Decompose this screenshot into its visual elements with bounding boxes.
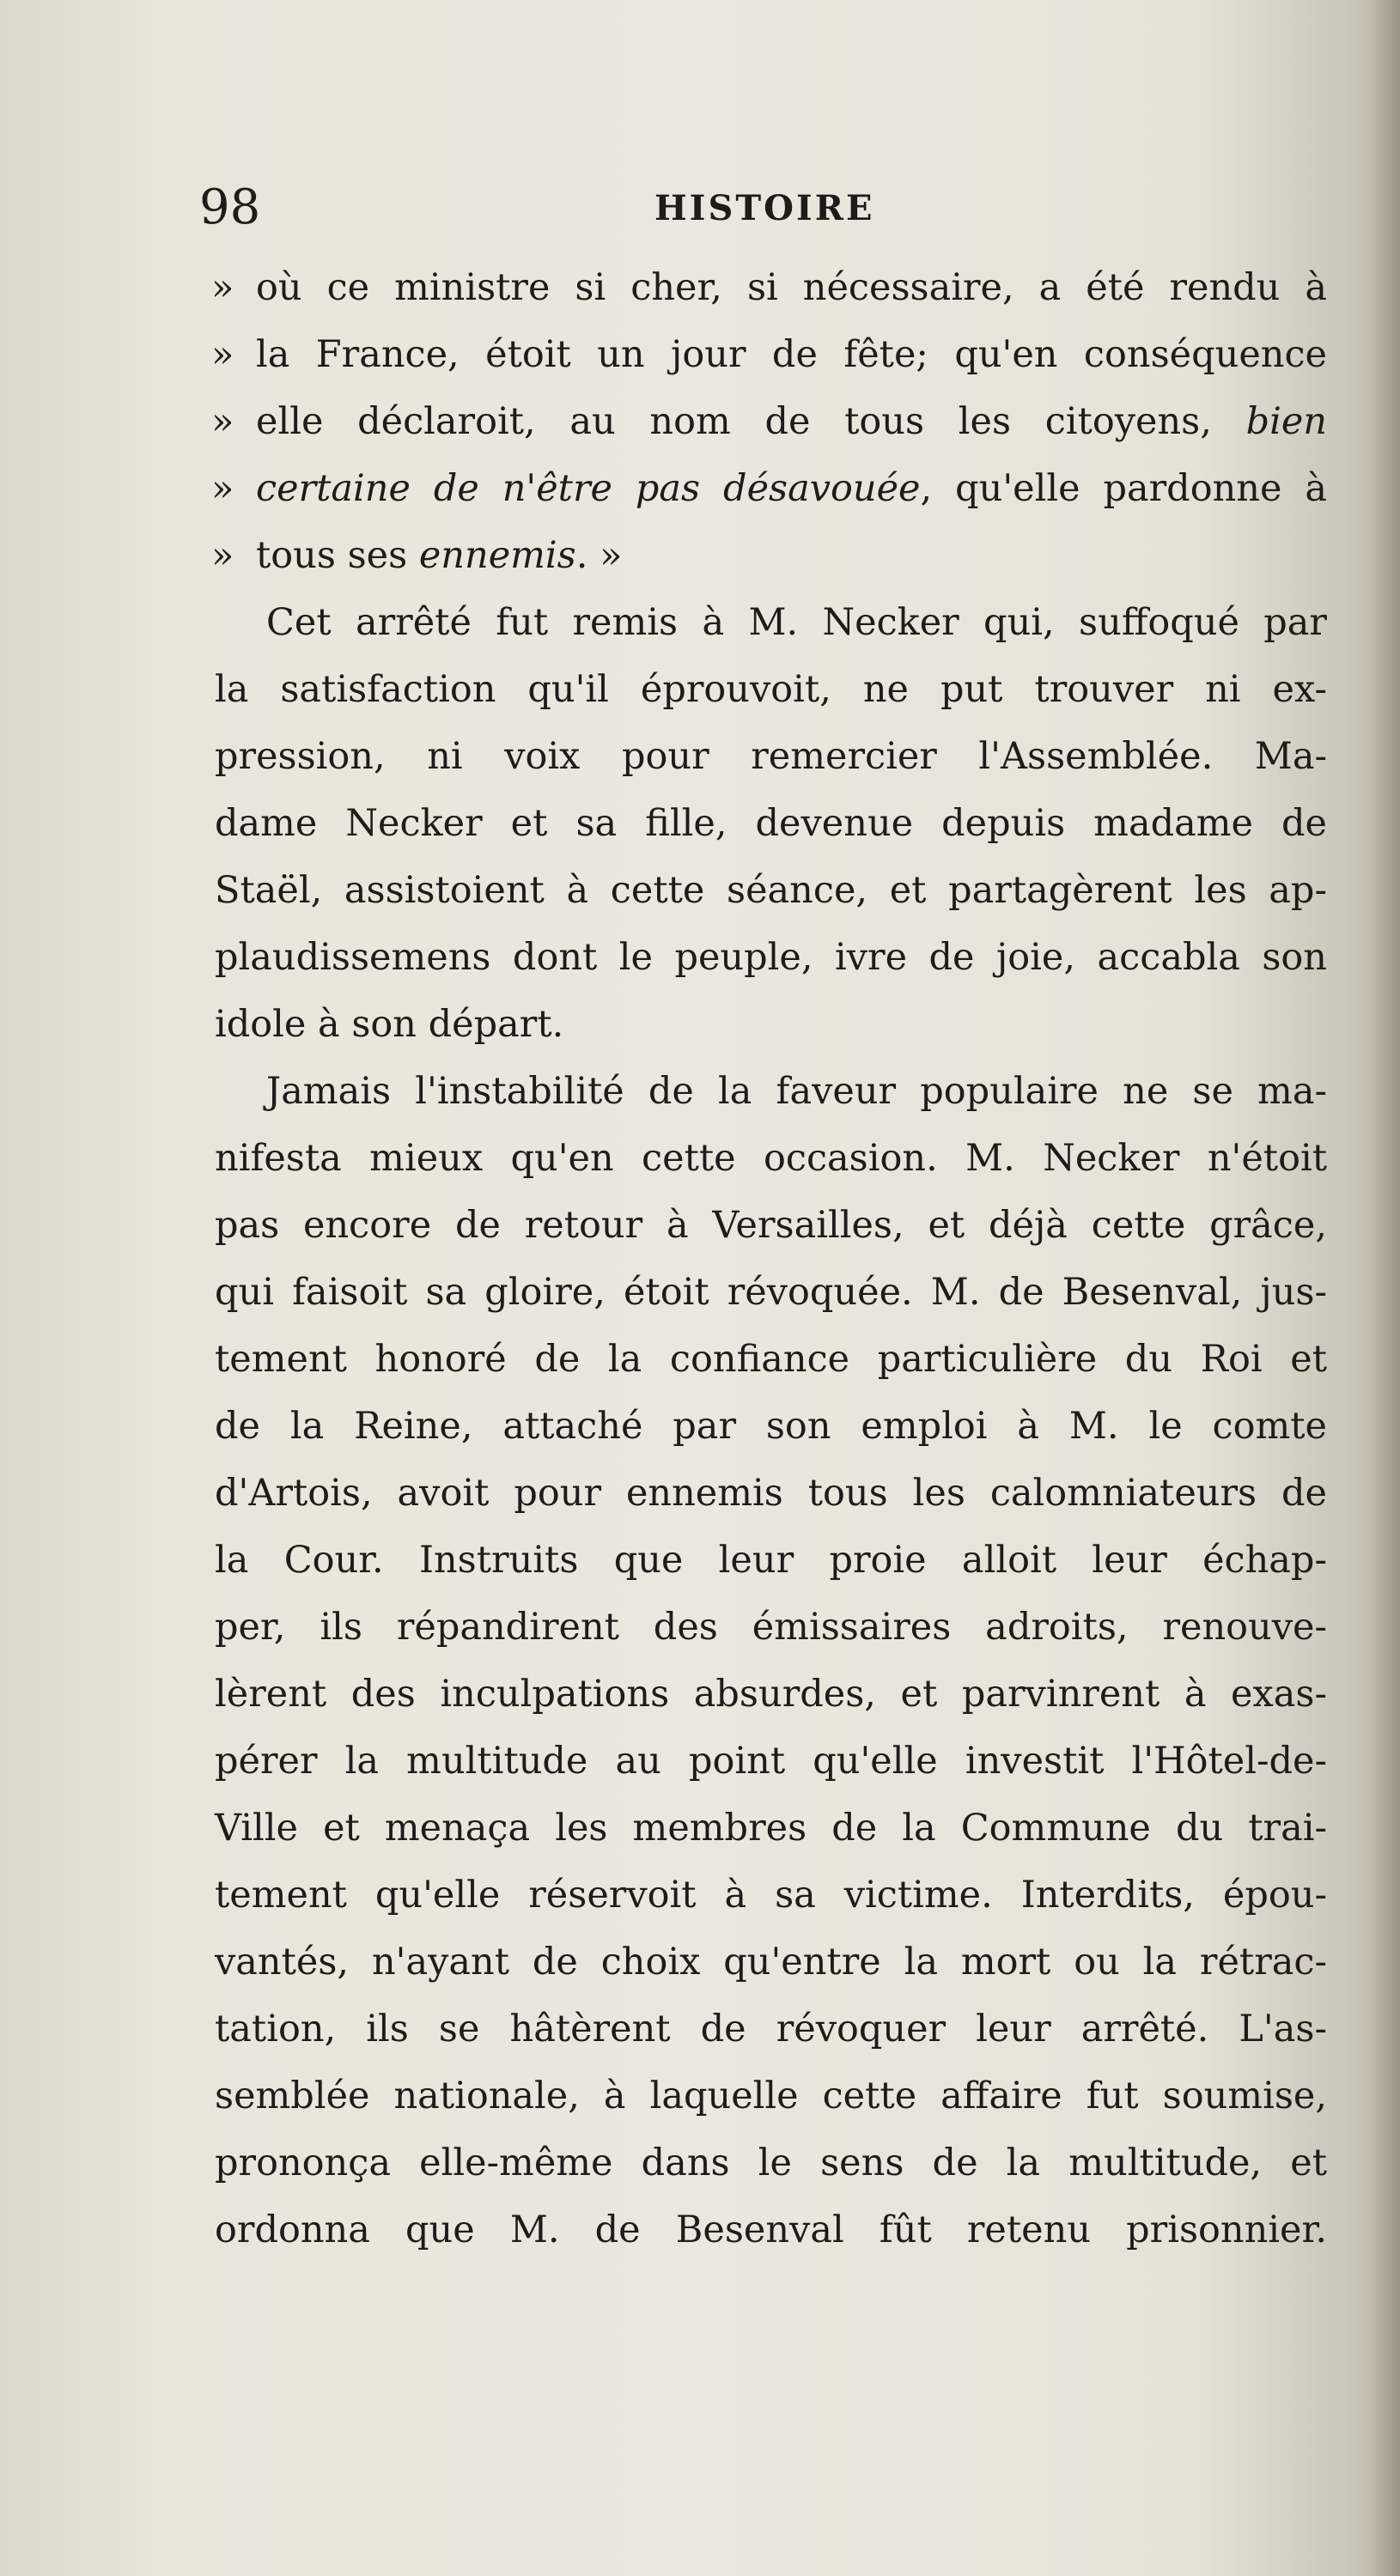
- text-line: qui faisoit sa gloire, étoit révoquée. M. de Besenval, jus-: [215, 1271, 1327, 1314]
- text-line: plaudissemens dont le peuple, ivre de joie, accabla son: [215, 936, 1327, 979]
- text-line: pas encore de retour à Versailles, et déjà cette grâce,: [215, 1204, 1327, 1247]
- quote-line: [211, 254, 1327, 321]
- text-line: ordonna que M. de Besenval fût retenu prisonnier.: [215, 2208, 1327, 2251]
- page-header: [199, 179, 1331, 235]
- quoted-passage: [211, 254, 1327, 589]
- text-line: Cet arrêté fut remis à M. Necker qui, suffoqué par: [266, 601, 1327, 644]
- guillemet: »: [211, 467, 234, 510]
- quote-text: . »: [575, 534, 623, 577]
- text-line: la satisfaction qu'il éprouvoit, ne put trouver ni ex-: [215, 668, 1327, 711]
- text-line: tement qu'elle réservoit à sa victime. Interdits, épou-: [215, 1874, 1327, 1917]
- quote-text: , qu'elle pardonne à: [920, 467, 1327, 510]
- quote-italic: certaine de n'être pas désavouée: [256, 467, 921, 510]
- text-line: dame Necker et sa fille, devenue depuis madame de: [215, 802, 1327, 845]
- text-line: prononça elle-même dans le sens de la multitude, et: [215, 2142, 1327, 2184]
- text-line: semblée nationale, à laquelle cette affaire fut soumise,: [215, 2075, 1327, 2117]
- guillemet: »: [211, 534, 234, 577]
- running-title: HISTOIRE: [654, 188, 875, 228]
- quote-italic: ennemis: [418, 534, 576, 577]
- quote-text: tous ses: [256, 534, 419, 577]
- guillemet: »: [211, 333, 234, 376]
- text-line: Jamais l'instabilité de la faveur populaire ne se ma-: [266, 1070, 1327, 1113]
- text-line: tement honoré de la confiance particulière du Roi et: [215, 1338, 1327, 1381]
- text-line: idole à son départ.: [215, 1003, 564, 1046]
- paragraph-besenval: [215, 1058, 1327, 2263]
- quote-line: [211, 522, 1327, 589]
- text-line: pression, ni voix pour remercier l'Assemblée. Ma-: [215, 735, 1327, 778]
- text-line: la Cour. Instruits que leur proie alloit leur échap-: [215, 1539, 1327, 1582]
- quote-text: elle déclaroit, au nom de tous les citoyens,: [256, 400, 1246, 443]
- text-line: Staël, assistoient à cette séance, et partagèrent les ap-: [215, 869, 1327, 912]
- paragraph-necker-arrete: [215, 589, 1327, 1058]
- guillemet: »: [211, 266, 234, 309]
- quote-line: [211, 455, 1327, 522]
- quote-text: la France, étoit un jour de fête; qu'en conséquence: [256, 333, 1327, 376]
- page-number: 98: [199, 179, 261, 235]
- text-line: d'Artois, avoit pour ennemis tous les calomniateurs de: [215, 1472, 1327, 1515]
- body-text: [211, 254, 1327, 2263]
- text-line: nifesta mieux qu'en cette occasion. M. Necker n'étoit: [215, 1137, 1327, 1180]
- text-line: Ville et menaça les membres de la Commune du trai-: [215, 1807, 1327, 1850]
- quote-text: où ce ministre si cher, si nécessaire, a été rendu à: [256, 266, 1327, 309]
- text-line: vantés, n'ayant de choix qu'entre la mort ou la rétrac-: [215, 1941, 1327, 1984]
- text-line: pérer la multitude au point qu'elle investit l'Hôtel-de-: [215, 1740, 1327, 1783]
- text-line: per, ils répandirent des émissaires adroits, renouve-: [215, 1606, 1327, 1649]
- quote-line: [211, 388, 1327, 455]
- text-line: lèrent des inculpations absurdes, et parvinrent à exas-: [215, 1673, 1327, 1716]
- text-line: de la Reine, attaché par son emploi à M. le comte: [215, 1405, 1327, 1448]
- guillemet: »: [211, 400, 234, 443]
- quote-italic: bien: [1245, 400, 1327, 443]
- quote-line: [211, 321, 1327, 388]
- text-line: tation, ils se hâtèrent de révoquer leur arrêté. L'as-: [215, 2008, 1327, 2050]
